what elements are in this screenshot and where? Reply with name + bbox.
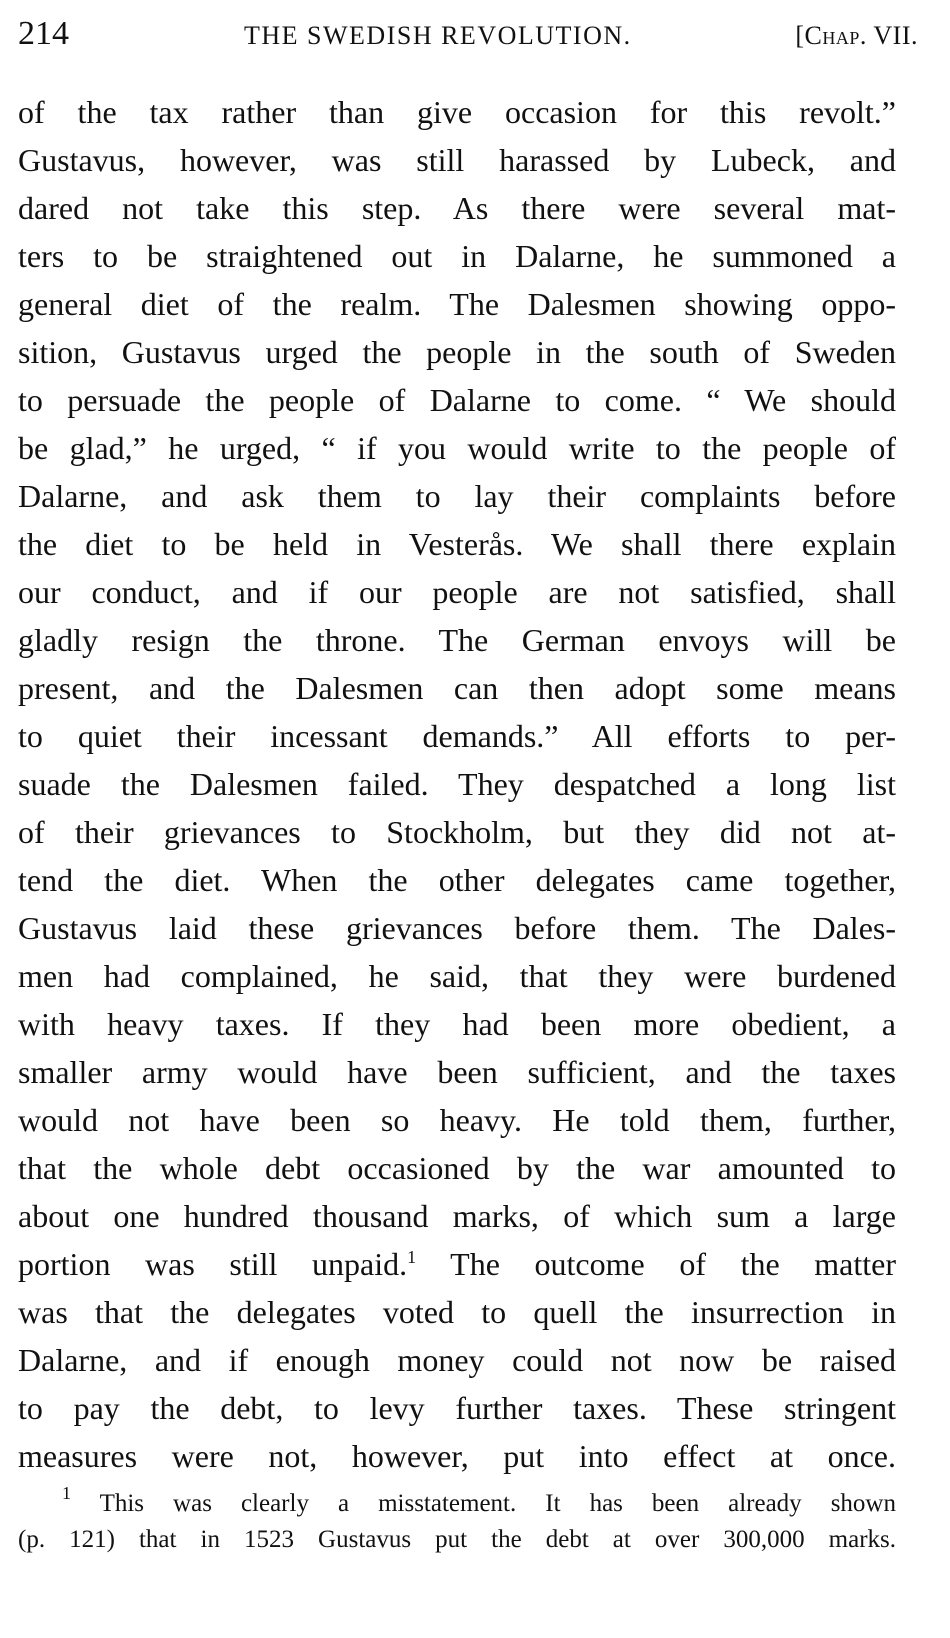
text-line: the diet to be held in Vesterås. We shall there explain — [18, 526, 896, 562]
text-line: Gustavus, however, was still harassed by Lubeck, and — [18, 142, 896, 178]
text-line: present, and the Dalesmen can then adopt some means — [18, 670, 896, 706]
chapter-number: VII. — [873, 21, 918, 50]
text-line: general diet of the realm. The Dalesmen showing oppo- — [18, 286, 896, 322]
running-header — [18, 10, 918, 60]
text-line: would not have been so heavy. He told them, further, — [18, 1102, 896, 1138]
text-line: be glad,” he urged, “ if you would write to the people of — [18, 430, 896, 466]
text-line: Gustavus laid these grievances before them. The Dales- — [18, 910, 896, 946]
text-line: to quiet their incessant demands.” All efforts to per- — [18, 718, 896, 754]
text-line: that the whole debt occasioned by the war amounted to — [18, 1150, 896, 1186]
footnote-text: This was clearly a misstatement. It has been already shown — [99, 1490, 896, 1517]
text-line: men had complained, he said, that they were burdened — [18, 958, 896, 994]
body-text — [18, 88, 896, 1480]
footnote-line: (p. 121) that in 1523 Gustavus put the debt at over 300,000 marks. — [18, 1526, 896, 1553]
text-line: of their grievances to Stockholm, but they did not at- — [18, 814, 896, 850]
text-line: smaller army would have been sufficient, and the taxes — [18, 1054, 896, 1090]
text-line: to persuade the people of Dalarne to come. “ We should — [18, 382, 896, 418]
text-line: ters to be straightened out in Dalarne, he summoned a — [18, 238, 896, 274]
text-line: to pay the debt, to levy further taxes. These stringent — [18, 1390, 896, 1426]
page-number: 214 — [18, 15, 69, 52]
text-line: tend the diet. When the other delegates came together, — [18, 862, 896, 898]
text-line: Dalarne, and if enough money could not now be raised — [18, 1342, 896, 1378]
text-line: with heavy taxes. If they had been more obedient, a — [18, 1006, 896, 1042]
text-line: dared not take this step. As there were several mat- — [18, 190, 896, 226]
text-segment: portion was still unpaid. — [18, 1246, 408, 1282]
text-line: was that the delegates voted to quell the insurrection in — [18, 1294, 896, 1330]
text-line: sition, Gustavus urged the people in the south of Sweden — [18, 334, 896, 370]
text-line: suade the Dalesmen failed. They despatched a long list — [18, 766, 896, 802]
footnote-line — [18, 1486, 896, 1522]
chapter-label: Chap. — [804, 21, 867, 50]
running-title: THE SWEDISH REVOLUTION. — [244, 21, 632, 50]
chapter-reference — [795, 14, 918, 58]
text-line-with-footnote-ref — [18, 1240, 896, 1288]
chapter-bracket: [ — [795, 21, 805, 50]
footnote-mark: 1 — [62, 1486, 71, 1503]
text-line: our conduct, and if our people are not satisfied, shall — [18, 574, 896, 610]
text-line: measures were not, however, put into effect at once. — [18, 1438, 896, 1474]
footnote — [18, 1486, 896, 1558]
footnote-reference: 1 — [407, 1247, 417, 1267]
text-segment: The outcome of the matter — [416, 1246, 896, 1282]
text-line: about one hundred thousand marks, of which sum a large — [18, 1198, 896, 1234]
text-line: of the tax rather than give occasion for this revolt.” — [18, 94, 896, 130]
text-line: Dalarne, and ask them to lay their complaints before — [18, 478, 896, 514]
text-line: gladly resign the throne. The German envoys will be — [18, 622, 896, 658]
